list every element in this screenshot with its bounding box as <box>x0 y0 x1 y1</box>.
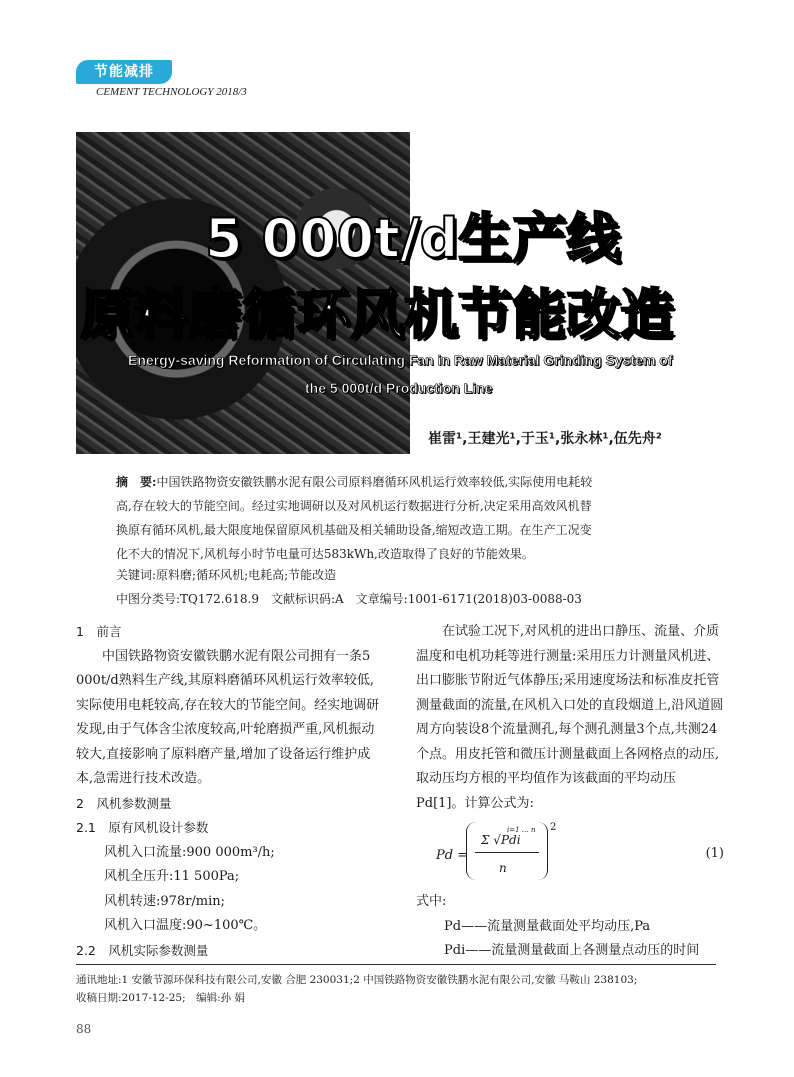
left-column <box>76 620 384 963</box>
param-item: 风机转速:978r/min; <box>104 893 226 909</box>
abstract-line: 中国铁路物资安徽铁鹏水泥有限公司原料磨循环风机运行效率较低,实际使用电耗较 <box>156 475 593 489</box>
journal-name: CEMENT TECHNOLOGY 2018/3 <box>96 86 247 98</box>
formula-fraction <box>466 822 548 880</box>
abstract-line: 化不大的情况下,风机每小时节电量可达583kWh,改造取得了良好的节能效果。 <box>116 547 534 561</box>
abstract-line: 高,存在较大的节能空间。经过实地调研以及对风机运行数据进行分析,决定采用高效风机替 <box>116 499 592 513</box>
english-title-line-2: the 5 000t/d Production Line <box>305 380 493 396</box>
right-column <box>416 620 724 964</box>
abstract-line: 换原有循环风机,最大限度地保留原风机基础及相关辅助设备,缩短改造工期。在生产工况变 <box>116 523 592 537</box>
formula-lhs: Pd = <box>436 848 469 863</box>
formula-denominator: n <box>499 861 507 875</box>
page-number: 88 <box>76 1022 92 1036</box>
title-line-1: 5 000t/d生产线 <box>205 207 621 270</box>
subsection-heading: 2.1 原有风机设计参数 <box>76 820 209 835</box>
section-heading: 2 风机参数测量 <box>76 795 172 811</box>
paragraph: 中国铁路物资安徽铁鹏水泥有限公司拥有一条5 000t/d熟料生产线,其原料磨循环风机运行效率较低,实际使用电耗较高,存在较大的节能空间。经实地调研发现,由于气体含尘浓度较高,叶轮磨损严重,风机振动较大,直接影响了原料磨产量,增加了设备运行维护成本,急需进行技术改造。 <box>76 648 380 786</box>
param-item: 风机全压升:11 500Pa; <box>104 869 240 884</box>
classification: 中图分类号:TQ172.618.9 文献标识码:A 文章编号:1001-6171(2018)03-0088-03 <box>116 592 582 606</box>
footer-dates: 收稿日期:2017-12-25; 编辑:孙 娟 <box>76 992 245 1004</box>
paragraph: 在试验工况下,对风机的进出口静压、流量、介质温度和电机功耗等进行测量:采用压力计测量风机进、出口膨胀节附近气体静压;采用速度场法和标准皮托管测量截面的流量,在风机入口处的直段烟道上,沿风道圆周方向装设8个流量测孔,每个测孔测量3个点,共测24个点。用皮托管和微压计测量截面上各网格点的动压,取动压均方根的平均值作为该截面的平均动压Pd[1]。计算公式为: <box>416 624 724 811</box>
formula-sum-range: i=1 … n <box>507 826 536 834</box>
keywords: 关键词:原料磨;循环风机;电耗高;节能改造 <box>116 568 337 582</box>
section-heading: 1 前言 <box>76 624 122 639</box>
section-tag: 节能减排 <box>76 60 172 84</box>
authors: 崔雷¹,王建光¹,于玉¹,张永林¹,伍先舟² <box>428 431 662 447</box>
formula <box>416 822 724 886</box>
title-line-2: 原料磨循环风机节能改造 <box>80 283 674 346</box>
footer-rule <box>76 964 716 965</box>
where-label: 式中: <box>416 894 447 909</box>
formula-number: (1) <box>705 846 724 861</box>
param-item: 风机入口流量:900 000m³/h; <box>104 844 275 860</box>
formula-power: 2 <box>550 822 557 833</box>
formula-numerator: Σ √Pdi <box>481 833 521 847</box>
abstract-label: 摘 要: <box>116 475 157 489</box>
abstract <box>116 470 712 566</box>
definition: Pd——流量测量截面处平均动压,Pa <box>444 918 651 934</box>
subsection-heading: 2.2 风机实际参数测量 <box>76 942 209 958</box>
footer-address: 通讯地址:1 安徽节源环保科技有限公司,安徽 合肥 230031;2 中国铁路物资安徽铁鹏水泥有限公司,安徽 马鞍山 238103; <box>76 974 638 986</box>
fraction-bar <box>475 852 539 853</box>
param-item: 风机入口温度:90~100℃。 <box>104 918 267 933</box>
english-title-line-1: Energy-saving Reformation of Circulating Fan in Raw Material Grinding System of <box>128 352 673 368</box>
definition: Pdi——流量测量截面上各测量点动压的时间 <box>444 943 700 958</box>
